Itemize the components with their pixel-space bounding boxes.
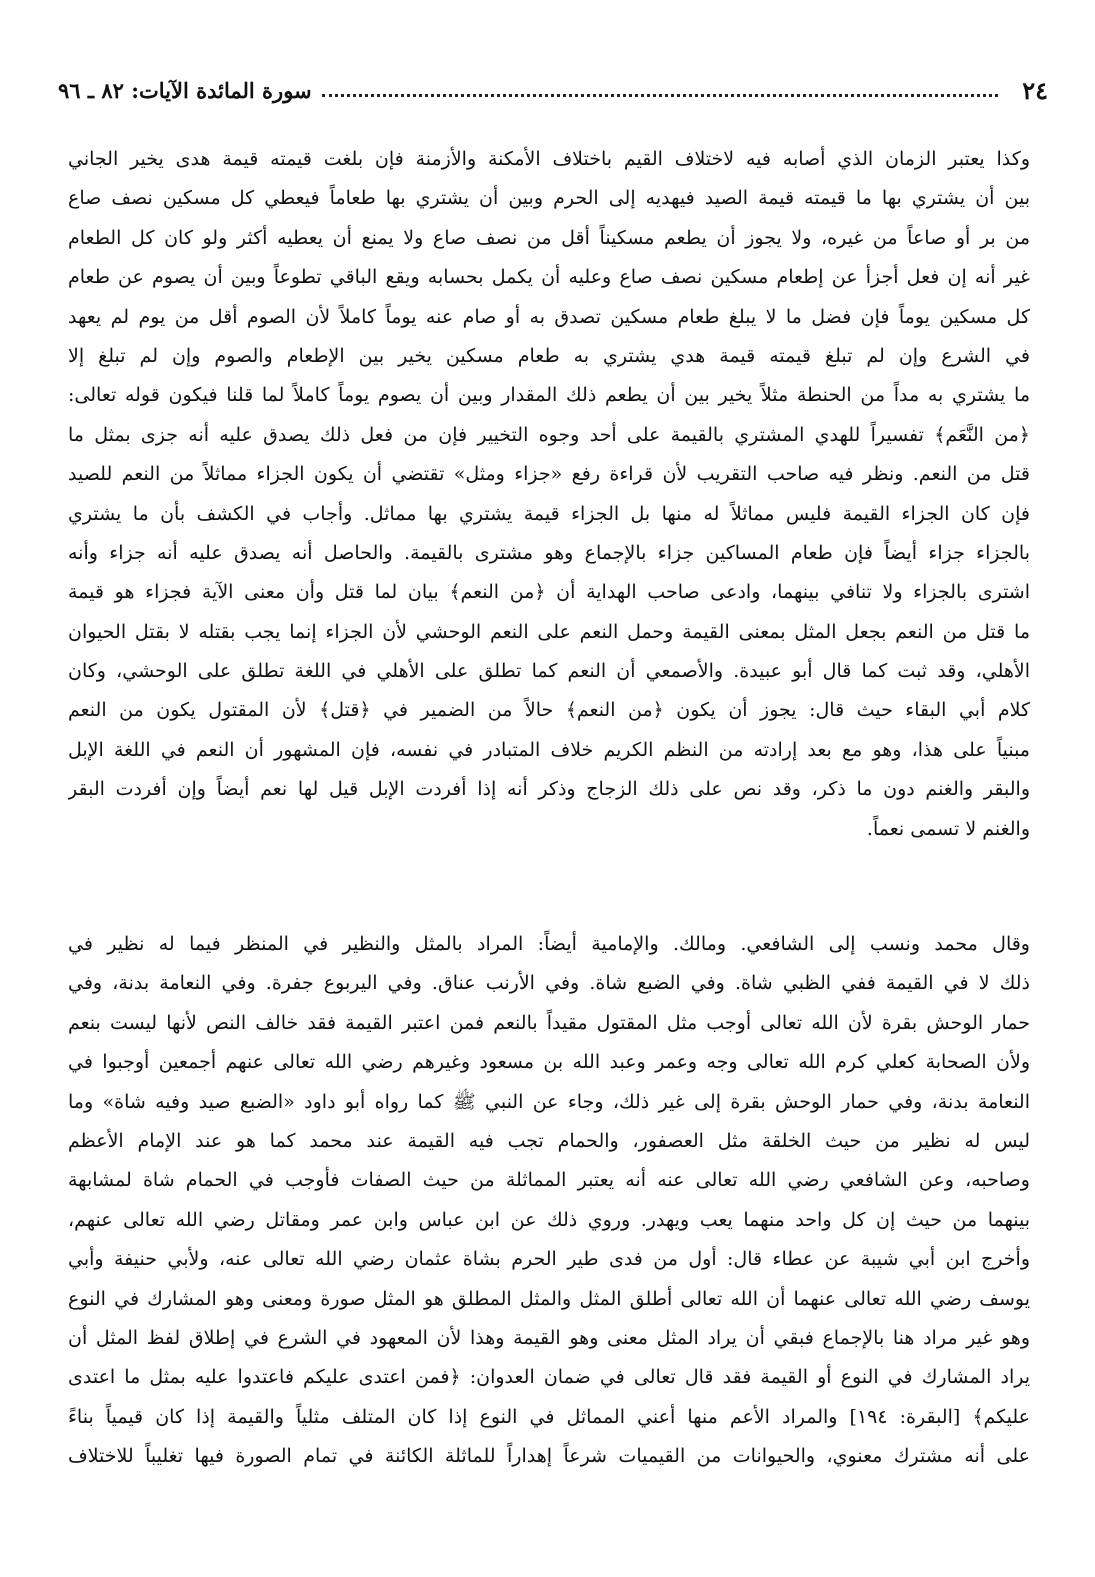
text-line: بالجزاء جزاء أيضاً فإن طعام المساكين جزاء بالإجماع وهو مشترى بالقيمة. والحاصل أنه يصدق عليه أنه جزاء وأنه [68,541,1030,564]
text-line: على أنه مشترك معنوي، والحيوانات من القيميات شرعاً إهداراً للماثلة الكائنة في تمام الصورة فيها تغليباً للاختلاف [68,1445,1030,1468]
text-line: وقال محمد ونسب إلى الشافعي. ومالك. والإمامية أيضاً: المراد بالمثل والنظير في المنظر فيما له نظير في [68,933,1030,955]
text-line: ليس له نظير من حيث الخلقة مثل العصفور، والحمام تجب فيه القيمة عند محمد كما هو عند الإمام الأعظم [68,1129,1030,1152]
text-line: الأهلي، وقد ثبت كما قال أبو عبيدة. والأصمعي أن النعم كما تطلق على الأهلي في اللغة تطلق على الوحشي، وكان [68,660,1030,683]
text-line: قتل من النعم. ونظر فيه صاحب التقريب لأن قراءة رفع «جزاء ومثل» تقتضي أن يكون الجزاء مماثلاً من النعم للصيد [68,463,1030,486]
text-line: وهو غير مراد هنا بالإجماع فبقي أن يراد المثل معنى وهو القيمة وهذا لأن المعهود في الشرع في إطلاق لفظ المثل أن [68,1326,1030,1349]
text-block-2 [68,925,1030,1476]
text-line: فإن كان الجزاء القيمة فليس مماثلاً له منها بل الجزاء قيمة يشتري بها مماثل. وأجاب في الكشف بأن ما يشتري [68,502,1030,525]
text-line: من بر أو صاعاً من غيره، ولا يجوز أن يطعم مسكيناً أقل من نصف صاع ولا يمنع أن يعطيه أكثر ولو كان كل الطعام [68,226,1030,249]
text-line: يوسف رضي الله تعالى عنهما أن الله تعالى أطلق المثل والمثل المطلق هو المثل صورة ومعنى وهو المشارك في النوع [68,1287,1030,1310]
page-number: ٢٤ [1022,75,1048,105]
text-line: ولأن الصحابة كعلي كرم الله تعالى وجه وعمر وعبد الله بن مسعود وغيرهم رضي الله تعالى عنهم أجمعين أوجبوا في [68,1051,1030,1074]
text-line: وصاحبه، وعن الشافعي رضي الله تعالى عنه أنه يعتبر المماثلة من حيث الصفات فأوجب في الحمام شاة لمشابهة [68,1169,1030,1192]
text-line: ما يشتري به مداً من الحنطة مثلاً يخير بين أن يطعم ذلك المقدار وبين أن يصوم يوماً كاملاً لما قلنا فيكون قوله تعالى: [68,384,1030,407]
running-title: سورة المائدة الآيات: ٨٢ ـ ٩٦ [58,77,312,103]
text-line: حمار الوحش بقرة لأن الله تعالى أوجب مثل المقتول مقيداً بالنعم فمن اعتبر القيمة فقد خالف النص لأنها ليست بنعم [68,1011,1030,1034]
page-header [58,72,1048,108]
text-line: ﴿من النَّعَم﴾ تفسيراً للهدي المشتري بالقيمة على أحد وجوه التخيير فإن من فعل ذلك يصدق عليه أنه جزى بمثل ما [68,423,1030,446]
text-line: بينهما من حيث إن كل واحد منهما يعب ويهدر. وروي ذلك عن ابن عباس وابن عمر ومقاتل رضي الله تعالى عنهم، [68,1208,1030,1231]
text-line: ذلك لا في القيمة ففي الظبي شاة. وفي الضبع شاة. وفي الأرنب عناق. وفي اليربوع جفرة. وفي النعامة بدنة، وفي [68,972,1030,995]
text-block-1 [68,140,1030,849]
text-line: والبقر والغنم دون ما ذكر، وقد نص على ذلك الزجاج وذكر أنه إذا أفردت الإبل قيل لها نعم أيضاً وإن أفردت البقر [68,778,1030,801]
text-line: كل مسكين يوماً فإن فضل ما لا يبلغ طعام مسكين تصدق به أو صام عنه يوماً كاملاً لأن الصوم أقل من يوم لم يعهد [68,305,1030,328]
text-line: كلام أبي البقاء حيث قال: يجوز أن يكون ﴿من النعم﴾ حالاً من الضمير في ﴿قتل﴾ لأن المقتول يكون من النعم [68,699,1030,722]
text-line: وكذا يعتبر الزمان الذي أصابه فيه لاختلاف القيم باختلاف الأمكنة والأزمنة فإن بلغت قيمته قيمة هدى يخير الجاني [68,148,1030,170]
text-line: يراد المشارك في النوع أو القيمة فقد قال تعالى في ضمان العدوان: ﴿فمن اعتدى عليكم فاعتدوا عليه بمثل ما اعتدى [68,1366,1030,1389]
text-line: عليكم﴾ [البقرة: ١٩٤] والمراد الأعم منها أعني المماثل في النوع إذا كان المتلف مثلياً والقيمة إذا كان قيمياً بناءً [68,1405,1030,1428]
text-line: في الشرع وإن لم تبلغ قيمته قيمة هدي يشتري به طعام مسكين يخير بين الإطعام والصوم وإن لم تبلغ إلا [68,344,1030,367]
text-line: النعامة بدنة، وفي حمار الوحش بقرة إلى غير ذلك، وجاء عن النبي ﷺ كما رواه أبو داود «الضبع صيد وفيه شاة» وما [68,1090,1030,1113]
text-line: اشترى بالجزاء ولا تنافي بينهما، وادعى صاحب الهداية أن ﴿من النعم﴾ بيان لما قتل وأن معنى الآية فجزاء هو قيمة [68,581,1030,604]
text-line: مبنياً على هذا، وهو مع بعد إرادته من النظم الكريم خلاف المتبادر في نفسه، فإن المشهور أن النعم في اللغة الإبل [68,738,1030,761]
text-line: ما قتل من النعم بجعل المثل بمعنى القيمة وحمل النعم على النعم الوحشي لأن الجزاء إنما يجب بقتله لا بقتل الحيوان [68,620,1030,643]
text-line: وأخرج ابن أبي شيبة عن عطاء قال: أول من فدى طير الحرم بشاة عثمان رضي الله تعالى عنه، ولأبي حنيفة وأبي [68,1248,1030,1271]
dotted-leader [322,84,999,97]
text-line: غير أنه إن فعل أجزأ عن إطعام مسكين نصف صاع وعليه أن يكمل بحسابه ويقع الباقي تطوعاً وبين أن يصوم عن طعام [68,266,1030,289]
text-line: بين أن يشتري بها ما قيمته قيمة الصيد فيهديه إلى الحرم وبين أن يشتري بها طعاماً فيعطي كل مسكين نصف صاع [68,187,1030,210]
text-line: والغنم لا تسمى نعماً. [866,817,1030,840]
